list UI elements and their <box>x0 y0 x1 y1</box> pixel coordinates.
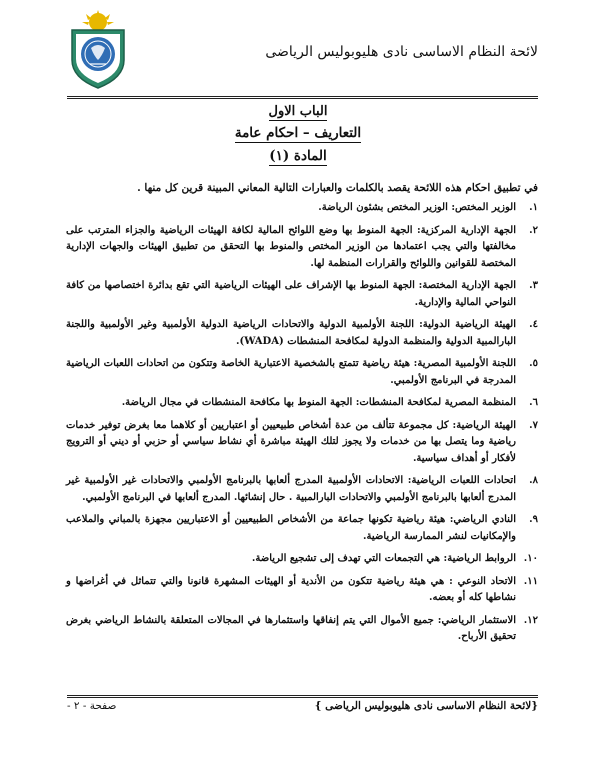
definition-number: ١٠. <box>523 553 538 564</box>
definition-number: ٦. <box>529 397 538 408</box>
definition-number: ٤. <box>529 319 538 330</box>
definition-text: الوزير المختص: الوزير المختص بشئون الرياضة. <box>318 202 516 213</box>
definition-number: ١. <box>529 202 538 213</box>
article-headings <box>0 104 596 164</box>
definition-item <box>66 356 538 389</box>
definition-text: الهيئة الرياضية: كل مجموعة تتألف من عدة أشخاص طبيعيين أو اعتباريين أو كلاهما معا بغرض توفير خدمات رياضية وما يتصل بها من خدمات ولا يجوز لتلك الهيئة مباشرة أي نشاط سياسي أو حزبي أو ديني أو الترويج لأفكار أو أهداف سياسية. <box>66 419 516 464</box>
article-heading: المادة (١) <box>269 148 327 164</box>
definition-text: الاستثمار الرياضي: جميع الأموال التي يتم إنفاقها واستثمارها في المجالات المتعلقة بالنشاط الرياضي بغرض تحقيق الأرباح. <box>66 614 516 642</box>
intro-sentence: في تطبيق احكام هذه اللائحة يقصد بالكلمات والعبارات التالية المعاني المبينة قرين كل منها . <box>137 182 538 194</box>
definition-text: اللجنة الأولمبية المصرية: هيئة رياضية تتمتع بالشخصية الاعتبارية الخاصة وتتكون من اتحادات اللعبات الرياضية المدرجة في البرنامج الأولمبي. <box>66 358 516 386</box>
definition-text: الجهة الإدارية المركزية: الجهة المنوط بها وضع اللوائح المالية لكافة الهيئات الرياضية والجزاء المترتب على مخالفتها والتي يجب اعتمادها من الوزير المختص والمنوط بها التحقق من تطبيق الهيئات والجهات الإدارية المختصة للقوانين واللوائح والقرارات المنظمة لها. <box>66 224 516 269</box>
definition-text: الروابط الرياضية: هي التجمعات التي تهدف إلى تشجيع الرياضة. <box>251 553 516 564</box>
definition-text: الجهة الإدارية المختصة: الجهة المنوط بها الإشراف على الهيئات الرياضية التي تقع بدائرة اختصاصها من كافة النواحي المالية والإدارية. <box>66 280 516 308</box>
definition-number: ١١. <box>523 575 538 587</box>
definition-text: النادي الرياضي: هيئة رياضية تكونها جماعة من الأشخاص الطبيعيين أو الاعتباريين مجهزة بالمباني والملاعب والإمكانيات لنشر الممارسة الرياضية. <box>66 514 516 542</box>
definition-number: ٧. <box>529 419 538 431</box>
definition-item <box>66 223 538 273</box>
footer-title: {لائحة النظام الاساسى نادى هليوبوليس الرياضى } <box>314 700 538 712</box>
footer-divider <box>67 695 538 698</box>
definition-item <box>66 200 538 217</box>
page-number: صفحة - ٢ - <box>67 700 117 712</box>
definition-text: الاتحاد النوعي : هي هيئة رياضية تتكون من الأندية أو الهيئات المشهرة قانونا والتي تتماثل في أغراضها و نشاطها كله أو بعضه. <box>66 575 516 603</box>
definition-item <box>66 278 538 311</box>
subject-heading: التعاريف – احكام عامة <box>234 125 362 141</box>
definition-number: ٨. <box>529 475 538 486</box>
definition-text: المنظمة المصرية لمكافحة المنشطات: الجهة المنوط بها مكافحة المنشطات في مجال الرياضة. <box>121 397 516 408</box>
definitions-list <box>66 200 538 652</box>
definition-text: اتحادات اللعبات الرياضية: الاتحادات الأولمبية المدرج ألعابها بالبرنامج الأولمبي والاتحادات غير الأولمبية غير المدرج ألعابها بالبرنامج الأولمبي والاتحادات البارالمبية . حال إنشائها. المدرج ألعابها في البرنامج الأولمبي. <box>66 475 516 503</box>
definition-item <box>66 574 538 607</box>
definition-number: ٣. <box>529 280 538 291</box>
definition-item <box>66 317 538 350</box>
definition-item <box>66 418 538 468</box>
definition-number: ٢. <box>529 224 538 236</box>
definition-item <box>66 473 538 506</box>
definition-text: الهيئة الرياضية الدولية: اللجنة الأولمبية الدولية والاتحادات الرياضية الدولية الأولمبية وغير الأولمبية واللجنة البارالمبية الدولية والمنظمة الدولية لمكافحة المنشطات (WADA). <box>66 319 516 347</box>
club-emblem-icon <box>62 8 134 90</box>
header-divider <box>67 96 538 99</box>
part-heading: الباب الاول <box>268 104 328 119</box>
header-title: لائحة النظام الاساسى نادى هليوبوليس الرياضى <box>265 44 538 60</box>
definition-number: ١٢. <box>523 614 538 626</box>
definition-item <box>66 613 538 646</box>
definition-item <box>66 512 538 545</box>
definition-number: ٥. <box>529 358 538 369</box>
definition-item <box>66 395 538 412</box>
definition-number: ٩. <box>529 514 538 525</box>
definition-item <box>66 551 538 568</box>
